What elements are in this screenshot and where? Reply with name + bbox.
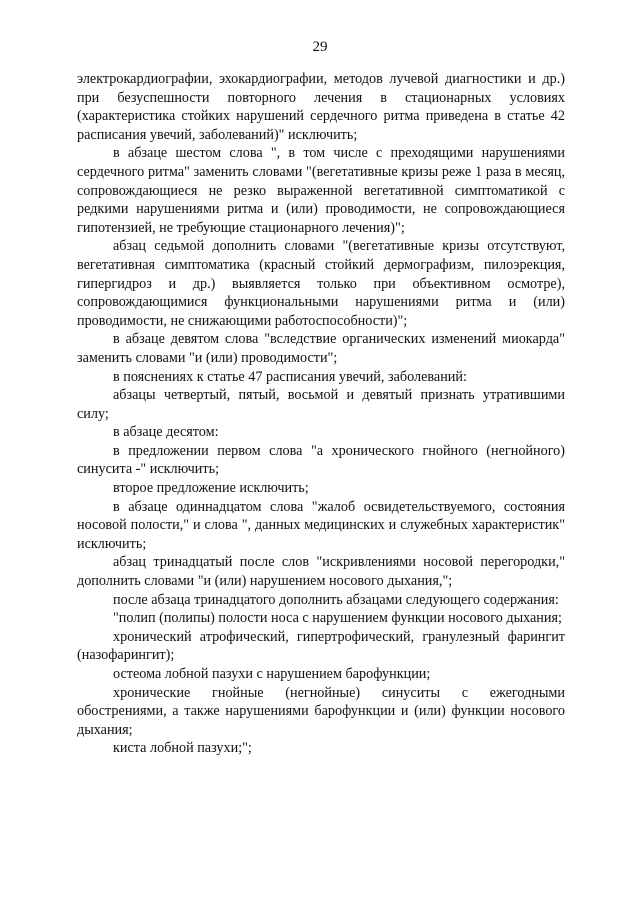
- paragraph: после абзаца тринадцатого дополнить абзацами следующего содержания:: [113, 591, 559, 608]
- document-body: [77, 70, 565, 758]
- paragraph: в абзаце шестом слова ", в том числе с преходящими нарушениями сердечного ритма" заменить словами "(вегетативные кризы реже 1 раза в месяц, сопровождающиеся не резко выраженной вегетативной симптоматикой с редкими нарушениями ритма и (или) проводимости, не сопровождающиеся гипотензией, не требующие стационарного лечения)";: [77, 145, 565, 236]
- paragraph: абзац тринадцатый после слов "искривлениями носовой перегородки," дополнить словами "и (или) нарушением носового дыхания,";: [77, 554, 565, 590]
- paragraph: в пояснениях к статье 47 расписания увечий, заболеваний:: [113, 368, 467, 385]
- paragraph: киста лобной пазухи;";: [113, 740, 252, 757]
- paragraph: абзацы четвертый, пятый, восьмой и девятый признать утратившими силу;: [77, 387, 565, 422]
- paragraph: хронический атрофический, гипертрофический, гранулезный фарингит (назофарингит);: [77, 628, 565, 664]
- paragraph: абзац седьмой дополнить словами "(вегетативные кризы отсутствуют, вегетативная симптоматика (красный стойкий дермографизм, пилоэрекция, гипергидроз и др.) выявляется только при объективном осмотре), сопровождающимися функциональными нарушениями ритма и (или) проводимости, не снижающими работоспособности)";: [77, 238, 565, 329]
- paragraph: электрокардиографии, эхокардиографии, методов лучевой диагностики и др.) при безуспешности повторного лечения в стационарных условиях (характеристика стойких нарушений сердечного ритма приведена в статье 42 расписания увечий, заболеваний)" исключить;: [77, 71, 565, 143]
- paragraph: второе предложение исключить;: [113, 480, 309, 497]
- paragraph: в абзаце девятом слова "вследствие органических изменений миокарда" заменить словами "и (или) проводимости";: [77, 331, 565, 366]
- paragraph: "полип (полипы) полости носа с нарушением функции носового дыхания;: [113, 610, 562, 627]
- paragraph: хронические гнойные (негнойные) синуситы с ежегодными обострениями, а также нарушениями барофункции и (или) функции носового дыхания;: [77, 684, 565, 738]
- page-number: 29: [312, 39, 328, 55]
- paragraph: в абзаце одиннадцатом слова "жалоб освидетельствуемого, состояния носовой полости," и слова ", данных медицинских и служебных характеристик" исключить;: [77, 498, 565, 552]
- paragraph: в абзаце десятом:: [113, 424, 219, 441]
- paragraph: остеома лобной пазухи с нарушением барофункции;: [113, 666, 431, 682]
- paragraph: в предложении первом слова "а хронического гнойного (негнойного) синусита -" исключить;: [77, 442, 565, 478]
